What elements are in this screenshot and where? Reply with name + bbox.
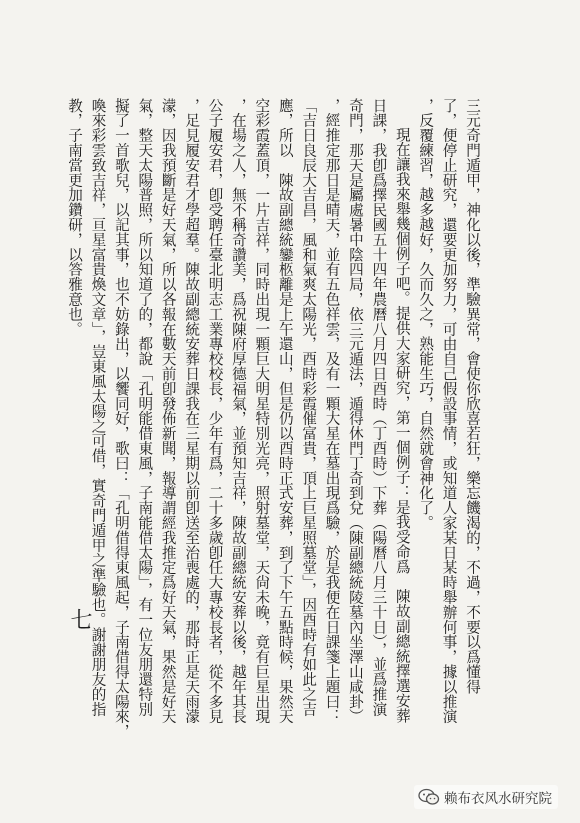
- text-column-16: 擬了一首歌兒，以記其事，也不妨錄出，以饗同好，歌曰：「孔明借得東風起，子南借得太陽來，: [112, 98, 130, 739]
- watermark-text: 赖布衣风水研究院: [444, 791, 552, 807]
- text-column-1: 三元奇門遁甲，神化以後，準驗異常，會使你欣喜若狂，樂忘饑渴的，不過，不要以爲懂得: [464, 98, 481, 694]
- text-column-17: 喚來彩雲致吉祥，亘星富貴煥文章」，豈東風太陽之可借，實奇門遁甲之準驗也。謝謝朋友的指: [89, 98, 107, 717]
- text-column-14: 濛，因我預斷是好天氣，所以各報在數天前卽發佈新聞，報導謂經我推定爲好天氣，果然是好天: [159, 98, 177, 724]
- text-column-12: 公子履安君，卽受聘任臺北明志工業專校校長，少年有爲，二十多歲卽任大專校長者，從不多見: [206, 98, 224, 724]
- text-column-18: 教，子南當更加鑽研，以答雅意也。: [66, 98, 84, 337]
- text-column-3: ，反覆練習，越多越好，久而久之，熟能生巧，自然就會神化了。: [417, 98, 435, 531]
- text-column-6: 奇門，那天是屬處暑中陰四局，依三元遁法，遁得休門丁奇到兌（陳副總統陵墓內坐澤山咸卦）: [346, 98, 364, 724]
- watermark: [414, 785, 558, 809]
- text-column-8: 「吉日良辰大吉昌，風和氣爽太陽光，酉時彩霞催富貴，頂上巨星照墓堂」，因酉時有如此之吉: [300, 98, 318, 717]
- text-column-15: 氣，整天太陽普照，所以知道了的，都說「孔明能借東風，子南能借太陽」，有一位友朋還特別: [136, 98, 154, 717]
- text-column-9: 應，所以 陳故副總統鑾柩離是上午還山，但是仍以酉時正式安葬，到了下午五點時候，果然天: [276, 98, 294, 724]
- text-column-7: ，經推定那日是晴天，並有五色祥雲，及有一顆大星在墓出現爲驗，於是我便在日課箋上題曰：: [323, 98, 341, 724]
- text-column-2: 了，便停止研究，還要更加努力，可由自己假設事情，或知道人家某日某時舉辦何事，據以推演: [440, 98, 458, 724]
- page-number: 七: [67, 608, 92, 630]
- body-text: [63, 98, 484, 738]
- text-column-13: ，足見履安君才學超羣。陳故副總統安葬日課我在三星期以前卽送至治喪處的，那時正是天雨濛: [183, 98, 201, 724]
- text-column-5: 日課，我卽爲擇民國五十四年農曆八月四日酉時（丁酉時）下葬（陽曆八月三十日），並爲推演: [370, 98, 388, 717]
- text-column-4: 現在讓我來舉幾個例子吧。提供大家研究，第一個例子：是我受命爲 陳故副總統擇選安葬: [393, 127, 411, 724]
- text-column-10: 空彩霞蓋頂，一片吉祥，同時出現一顆巨大明星特別光亮，照射墓堂，天尙未晚，竟有巨星出現: [253, 98, 271, 724]
- text-column-11: ，在場之人，無不稱奇讚美，爲祝陳府厚德福氣，並預知吉祥，陳故副總統安葬以後，越年其長: [229, 98, 247, 724]
- wechat-icon: [418, 788, 440, 806]
